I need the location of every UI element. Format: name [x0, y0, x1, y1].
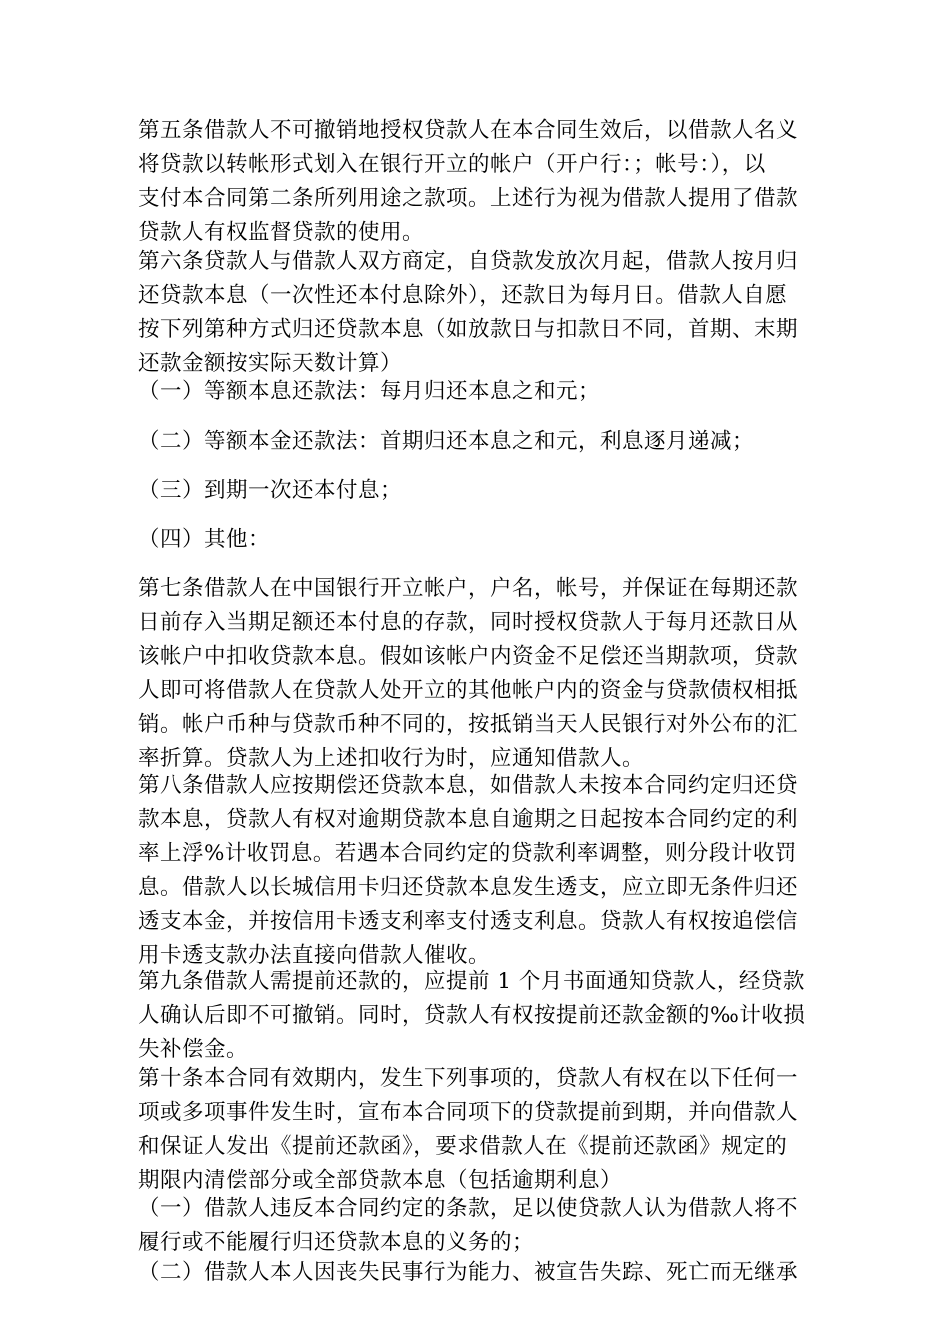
text-line: 人即可将借款人在贷款人处开立的其他帐户内的资金与贷款债权相抵	[138, 678, 799, 703]
repayment-option-1	[138, 375, 816, 409]
article-6-paragraph	[138, 245, 816, 381]
text-line: 支付本合同第二条所列用途之款项。上述行为视为借款人提用了借款	[138, 186, 799, 211]
text-line: 销。帐户币种与贷款币种不同的，按抵销当天人民银行对外公布的汇	[138, 712, 799, 737]
text-line: 人确认后即不可撤销。同时，贷款人有权按提前还款金额的‰计收损	[138, 1003, 806, 1028]
text-line: 息。借款人以长城信用卡归还贷款本息发生透支，应立即无条件归还	[138, 875, 799, 900]
text-line: 还款金额按实际天数计算）	[138, 351, 403, 376]
text-line: 第八条借款人应按期偿还贷款本息，如借款人未按本合同约定归还贷	[138, 773, 799, 798]
text-line: 还贷款本息（一次性还本付息除外），还款日为每月日。借款人自愿	[138, 283, 788, 308]
repayment-option-3	[138, 474, 816, 508]
text-line: 率折算。贷款人为上述扣收行为时，应通知借款人。	[138, 746, 645, 771]
text-line: 用卡透支款办法直接向借款人催收。	[138, 943, 491, 968]
text-line: 透支本金，并按信用卡透支利率支付透支利息。贷款人有权按追偿信	[138, 909, 799, 934]
article-9-paragraph	[138, 965, 816, 1067]
text-line: 失补偿金。	[138, 1037, 249, 1062]
repayment-option-2	[138, 425, 816, 459]
article-8-paragraph	[138, 769, 816, 973]
repayment-option-4	[138, 523, 816, 557]
text-line: （二）借款人本人因丧失民事行为能力、被宣告失踪、死亡而无继承	[138, 1260, 799, 1285]
text-line: 贷款人有权监督贷款的使用。	[138, 220, 425, 245]
text-line: 第七条借款人在中国银行开立帐户，户名，帐号，并保证在每期还款	[138, 576, 799, 601]
text-line: 将贷款以转帐形式划入在银行开立的帐户（开户行：；帐号：），以	[138, 152, 766, 177]
text-line: 和保证人发出《提前还款函》，要求借款人在《提前还款函》规定的	[138, 1134, 788, 1159]
text-line: 期限内清偿部分或全部贷款本息（包括逾期利息）	[138, 1168, 623, 1193]
text-line: 第九条借款人需提前还款的，应提前 1 个月书面通知贷款人，经贷款	[138, 969, 805, 994]
text-line: 该帐户中扣收贷款本息。假如该帐户内资金不足偿还当期款项，贷款	[138, 644, 799, 669]
text-line: 按下列第种方式归还贷款本息（如放款日与扣款日不同，首期、末期	[138, 317, 799, 342]
text-line: （一）借款人违反本合同约定的条款，足以使贷款人认为借款人将不	[138, 1196, 799, 1221]
article-5-paragraph	[138, 114, 816, 250]
text-line: （四）其他：	[138, 527, 271, 552]
article-10-paragraph	[138, 1062, 816, 1198]
text-line: 第六条贷款人与借款人双方商定，自贷款发放次月起，借款人按月归	[138, 249, 799, 274]
text-line: （三）到期一次还本付息；	[138, 478, 403, 503]
article-7-paragraph	[138, 572, 816, 776]
text-line: 履行或不能履行归还贷款本息的义务的；	[138, 1230, 535, 1255]
text-line: 项或多项事件发生时，宣布本合同项下的贷款提前到期，并向借款人	[138, 1100, 799, 1125]
text-line: 第十条本合同有效期内，发生下列事项的，贷款人有权在以下任何一	[138, 1066, 799, 1091]
default-event-2	[138, 1256, 816, 1290]
text-line: 第五条借款人不可撤销地授权贷款人在本合同生效后，以借款人名义	[138, 118, 799, 143]
text-line: （二）等额本金还款法：首期归还本息之和元，利息逐月递减；	[138, 429, 755, 454]
text-line: 率上浮%计收罚息。若遇本合同约定的贷款利率调整，则分段计收罚	[138, 841, 797, 866]
text-line: （一）等额本息还款法：每月归还本息之和元；	[138, 379, 601, 404]
default-event-1	[138, 1192, 816, 1260]
text-line: 款本息，贷款人有权对逾期贷款本息自逾期之日起按本合同约定的利	[138, 807, 799, 832]
text-line: 日前存入当期足额还本付息的存款，同时授权贷款人于每月还款日从	[138, 610, 799, 635]
